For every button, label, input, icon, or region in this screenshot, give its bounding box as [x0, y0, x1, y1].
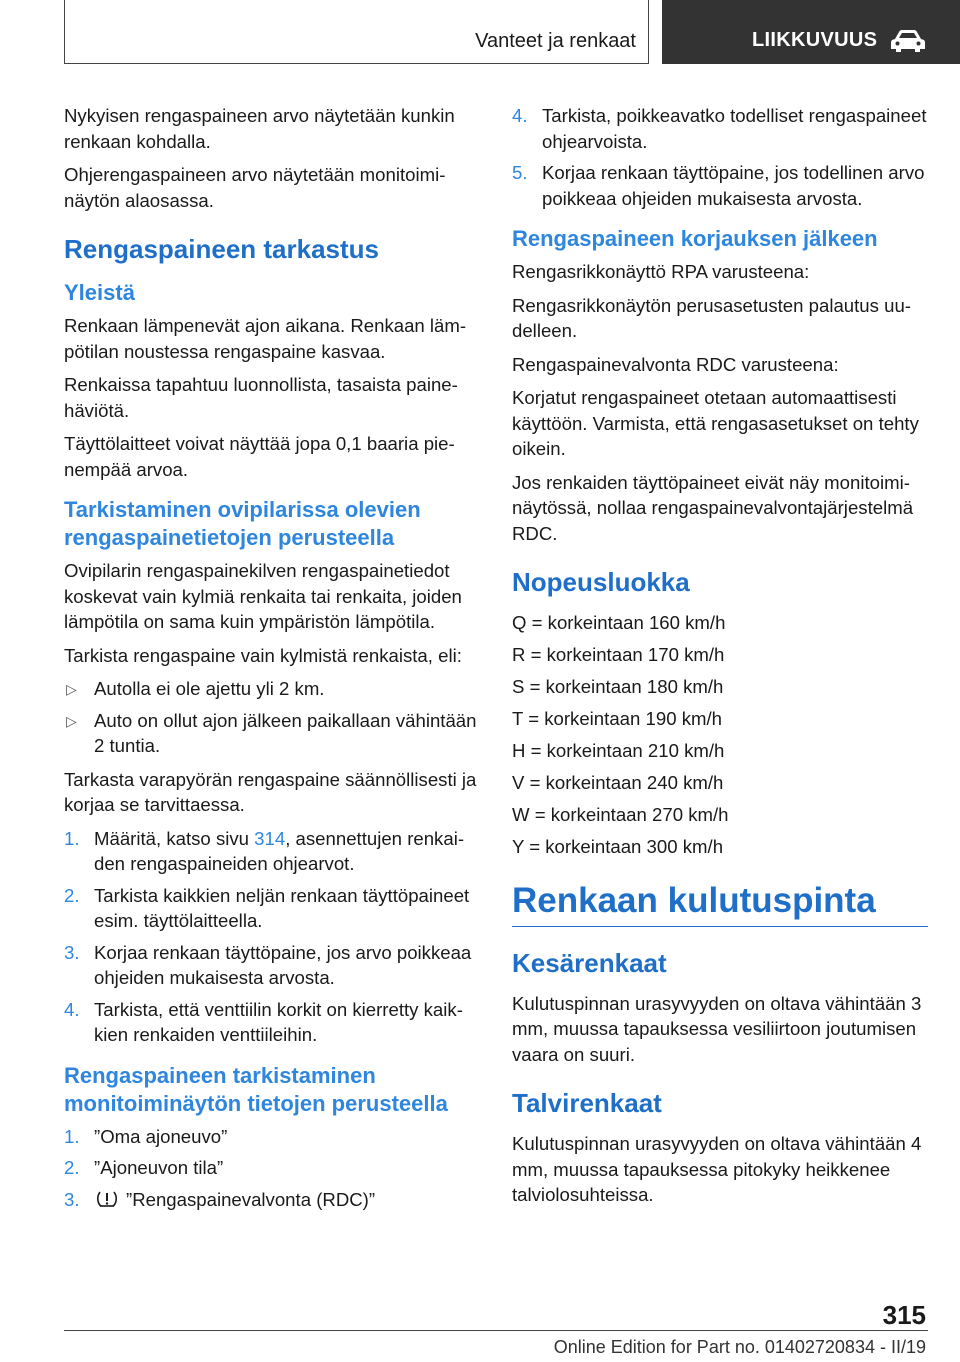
- speed-class-list: [512, 610, 928, 860]
- monitor-steps-list: [64, 1124, 482, 1213]
- speed-item: Q = korkeintaan 160 km/h: [512, 612, 726, 633]
- triangle-bullet-icon: ▷: [66, 681, 77, 697]
- heading-tarkastus: Rengaspaineen tarkastus: [64, 234, 380, 264]
- check-steps-list: [64, 826, 482, 1048]
- heading-kesarenkaat: Kesärenkaat: [512, 947, 667, 978]
- korjaus-paragraph-4: Korjatut rengaspaineet otetaan automaattisesti käyttöön. Varmista, että rengasasetukset on tehty oikein.: [512, 387, 919, 459]
- page-link[interactable]: 314: [254, 827, 286, 849]
- speed-item: Y = korkeintaan 300 km/h: [512, 836, 724, 857]
- page-number: 315: [882, 1300, 926, 1330]
- yleista-paragraph-3: Täyttölaitteet voivat näyttää jopa 0,1 baaria pienempää arvoa.: [64, 433, 455, 480]
- header-section-box: [64, 0, 649, 64]
- triangle-bullet-icon: ▷: [66, 712, 77, 729]
- intro-paragraph-2: Ohjerengaspaineen arvo näytetään monitoiminäytön alaosassa.: [64, 164, 446, 211]
- list-item: 2. ”Ajoneuvon tila”: [64, 1157, 224, 1178]
- heading-monitoimi: Rengaspaineen tarkistaminen monitoiminäytön tietojen perusteella: [64, 1062, 448, 1116]
- list-item: 2. Tarkista kaikkien neljän renkaan täyttöpaineet esim. täyttölaitteella.: [64, 884, 470, 931]
- car-icon: [890, 29, 926, 53]
- heading-yleista: Yleistä: [64, 280, 135, 305]
- korjaus-paragraph-3: Rengaspainevalvonta RDC varusteena:: [512, 353, 839, 375]
- list-item: ▷ Autolla ei ole ajettu yli 2 km.: [64, 676, 482, 702]
- talvi-paragraph: Kulutuspinnan urasyvyyden on oltava vähintään 4 mm, muussa tapauksessa pitokyky heikkenee talviolosuhteissa.: [512, 1133, 922, 1205]
- speed-item: R = korkeintaan 170 km/h: [512, 644, 725, 665]
- heading-talvirenkaat: Talvirenkaat: [512, 1088, 662, 1118]
- header-chapter-title: LIIKKUVUUS: [752, 29, 878, 51]
- speed-item: V = korkeintaan 240 km/h: [512, 772, 724, 793]
- speed-item: T = korkeintaan 190 km/h: [512, 708, 722, 729]
- speed-item: S = korkeintaan 180 km/h: [512, 676, 724, 697]
- speed-item: W = korkeintaan 270 km/h: [512, 804, 729, 825]
- yleista-paragraph-1: Renkaan lämpenevät ajon aikana. Renkaan lämpötilan noustessa rengaspaine kasvaa.: [64, 315, 467, 362]
- korjaus-paragraph-1: Rengasrikkonäyttö RPA varusteena:: [512, 261, 810, 282]
- korjaus-paragraph-2: Rengasrikkonäytön perusasetusten palautus uudelleen.: [512, 294, 911, 341]
- list-item: ▷ Auto on ollut ajon jälkeen paikallaan vähintään 2 tuntia.: [66, 709, 477, 756]
- header-chapter-box: [662, 0, 960, 64]
- list-item: 1. ”Oma ajoneuvo”: [64, 1125, 228, 1147]
- list-item: 4. Tarkista, että venttiilin korkit on kierretty kaikkien renkaiden venttiileihin.: [64, 998, 463, 1045]
- intro-paragraph-1: Nykyisen rengaspaineen arvo näytetään kunkin renkaan kohdalla.: [64, 105, 455, 152]
- left-column: [64, 103, 482, 1220]
- right-column: [512, 103, 928, 1216]
- heading-korjaus: Rengaspaineen korjauksen jälkeen: [512, 226, 878, 251]
- ovipilari-paragraph-1: Ovipilarin rengaspainekilven rengaspainetiedot koskevat vain kylmiä renkaita tai renkaita, joiden lämpötila on sama kuin ympäristön lämpötila.: [64, 560, 462, 632]
- list-item: 4. Tarkista, poikkeavatko todelliset rengaspaineet ohjearvoista.: [512, 105, 927, 152]
- footer-divider: [64, 1330, 928, 1331]
- header-section-title: Vanteet ja renkaat: [475, 30, 636, 52]
- varapyora-paragraph: Tarkasta varapyörän rengaspaine säännöllisesti ja korjaa se tarvittaessa.: [64, 768, 477, 815]
- list-item: 5. Korjaa renkaan täyttöpaine, jos todellinen arvo poikkeaa ohjeiden mukaisesta arvosta.: [512, 162, 925, 209]
- footer-edition: Online Edition for Part no. 01402720834 - II/19: [553, 1337, 926, 1357]
- heading-kulutuspinta: Renkaan kulutuspinta: [512, 880, 928, 927]
- tire-pressure-warning-icon: [96, 1190, 118, 1208]
- korjaus-paragraph-5: Jos renkaiden täyttöpaineet eivät näy monitoiminäytössä, nollaa rengaspainevalvontajärjestelmä RDC.: [512, 471, 914, 544]
- check-steps-list-continued: [512, 103, 928, 211]
- kesa-paragraph: Kulutuspinnan urasyvyyden on oltava vähintään 3 mm, muussa tapauksessa vesiliirtoon joutumisen vaara on suuri.: [512, 992, 922, 1065]
- heading-ovipilari: Tarkistaminen ovipilarissa olevien rengaspainetietojen perusteella: [64, 497, 421, 550]
- speed-item: H = korkeintaan 210 km/h: [512, 740, 725, 761]
- condition-list: [64, 676, 482, 759]
- list-item: 3. Korjaa renkaan täyttöpaine, jos arvo poikkeaa ohjeiden mukaisesta arvosta.: [64, 941, 472, 988]
- yleista-paragraph-2: Renkaissa tapahtuu luonnollista, tasaista painehäviötä.: [64, 374, 458, 421]
- ovipilari-paragraph-2: Tarkista rengaspaine vain kylmistä renkaista, eli:: [64, 644, 462, 666]
- list-item: 1. Määritä, katso sivu 314, asennettujen renkaiden rengaspaineiden ohjearvot.: [64, 827, 465, 874]
- heading-nopeusluokka: Nopeusluokka: [512, 567, 690, 597]
- list-item: 3. ”Rengaspainevalvonta (RDC)”: [64, 1188, 376, 1210]
